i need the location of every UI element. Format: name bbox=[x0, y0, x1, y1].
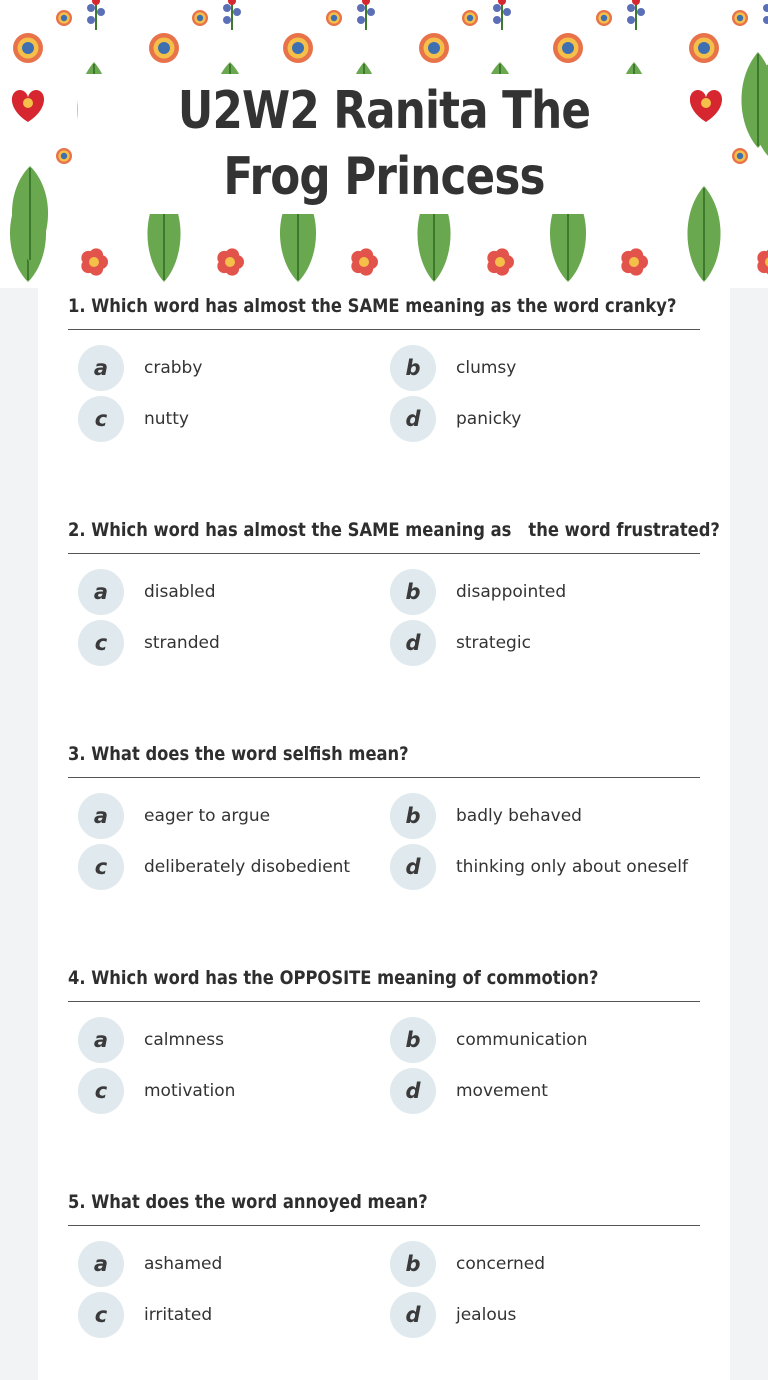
question-text: 2. Which word has almost the SAME meaning as the word frustrated? bbox=[68, 519, 720, 541]
question-text: 3. What does the word selfish mean? bbox=[68, 743, 409, 765]
option-letter-badge[interactable]: a bbox=[78, 569, 124, 615]
option-text[interactable]: strategic bbox=[456, 633, 531, 653]
option-text[interactable]: jealous bbox=[456, 1305, 517, 1325]
option-letter-badge[interactable]: a bbox=[78, 1017, 124, 1063]
option-letter-badge[interactable]: b bbox=[390, 569, 436, 615]
option-d[interactable] bbox=[390, 1292, 700, 1338]
option-letter-badge[interactable]: a bbox=[78, 1241, 124, 1287]
question-1 bbox=[68, 288, 700, 440]
mandala-icon bbox=[149, 33, 179, 63]
option-c[interactable] bbox=[78, 1068, 388, 1114]
question-5 bbox=[68, 1184, 700, 1336]
option-text[interactable]: irritated bbox=[144, 1305, 213, 1325]
option-letter-badge[interactable]: d bbox=[390, 1292, 436, 1338]
option-d[interactable] bbox=[390, 620, 700, 666]
berry-sprig-icon bbox=[493, 0, 511, 30]
option-b[interactable] bbox=[390, 569, 700, 615]
options bbox=[68, 778, 700, 888]
option-d[interactable] bbox=[390, 396, 700, 442]
mandala-icon bbox=[419, 33, 449, 63]
options bbox=[68, 1226, 700, 1336]
option-b[interactable] bbox=[390, 345, 700, 391]
question-2 bbox=[68, 512, 720, 664]
options bbox=[68, 1002, 700, 1112]
option-text[interactable]: concerned bbox=[456, 1254, 546, 1274]
mandala-icon bbox=[689, 33, 719, 63]
option-b[interactable] bbox=[390, 793, 700, 839]
options bbox=[68, 330, 700, 440]
option-letter-badge[interactable]: d bbox=[390, 620, 436, 666]
option-text[interactable]: disabled bbox=[144, 582, 216, 602]
option-text[interactable]: ashamed bbox=[144, 1254, 223, 1274]
heart-icon bbox=[12, 90, 44, 122]
option-letter-badge[interactable]: d bbox=[390, 396, 436, 442]
option-b[interactable] bbox=[390, 1017, 700, 1063]
option-letter-badge[interactable]: b bbox=[390, 1241, 436, 1287]
berry-sprig-icon bbox=[627, 0, 645, 30]
option-c[interactable] bbox=[78, 396, 388, 442]
option-text[interactable]: panicky bbox=[456, 409, 522, 429]
option-letter-badge[interactable]: d bbox=[390, 844, 436, 890]
option-letter-badge[interactable]: c bbox=[78, 620, 124, 666]
option-letter-badge[interactable]: d bbox=[390, 1068, 436, 1114]
option-d[interactable] bbox=[390, 844, 700, 890]
option-letter-badge[interactable]: b bbox=[390, 793, 436, 839]
option-text[interactable]: calmness bbox=[144, 1030, 224, 1050]
option-c[interactable] bbox=[78, 1292, 388, 1338]
option-a[interactable] bbox=[78, 345, 388, 391]
option-c[interactable] bbox=[78, 620, 388, 666]
mandala-icon bbox=[192, 10, 208, 26]
flower-icon bbox=[217, 248, 244, 275]
option-a[interactable] bbox=[78, 1017, 388, 1063]
option-text[interactable]: eager to argue bbox=[144, 806, 271, 826]
option-a[interactable] bbox=[78, 569, 388, 615]
berry-sprig-icon bbox=[763, 0, 768, 30]
options bbox=[68, 554, 700, 664]
heart-icon bbox=[690, 90, 722, 122]
option-text[interactable]: badly behaved bbox=[456, 806, 582, 826]
option-letter-badge[interactable]: a bbox=[78, 345, 124, 391]
title-box bbox=[78, 74, 690, 214]
flower-icon bbox=[757, 248, 768, 275]
mandala-icon bbox=[462, 10, 478, 26]
flower-icon bbox=[81, 248, 108, 275]
option-text[interactable]: movement bbox=[456, 1081, 548, 1101]
mandala-icon bbox=[732, 10, 748, 26]
mandala-icon bbox=[732, 148, 748, 164]
option-text[interactable]: stranded bbox=[144, 633, 220, 653]
option-a[interactable] bbox=[78, 793, 388, 839]
mandala-icon bbox=[326, 10, 342, 26]
option-letter-badge[interactable]: c bbox=[78, 1292, 124, 1338]
header-banner bbox=[0, 0, 768, 288]
berry-sprig-icon bbox=[223, 0, 241, 30]
mandala-icon bbox=[56, 10, 72, 26]
question-3 bbox=[68, 736, 700, 888]
mandala-icon bbox=[283, 33, 313, 63]
option-text[interactable]: motivation bbox=[144, 1081, 236, 1101]
question-text: 5. What does the word annoyed mean? bbox=[68, 1191, 428, 1213]
option-a[interactable] bbox=[78, 1241, 388, 1287]
mandala-icon bbox=[56, 148, 72, 164]
question-text: 4. Which word has the OPPOSITE meaning of commotion? bbox=[68, 967, 599, 989]
option-letter-badge[interactable]: a bbox=[78, 793, 124, 839]
option-letter-badge[interactable]: b bbox=[390, 1017, 436, 1063]
question-text: 1. Which word has almost the SAME meaning as the word cranky? bbox=[68, 295, 677, 317]
mandala-icon bbox=[553, 33, 583, 63]
option-d[interactable] bbox=[390, 1068, 700, 1114]
option-b[interactable] bbox=[390, 1241, 700, 1287]
option-text[interactable]: clumsy bbox=[456, 358, 517, 378]
question-4 bbox=[68, 960, 700, 1112]
worksheet bbox=[38, 288, 730, 1380]
mandala-icon bbox=[596, 10, 612, 26]
option-text[interactable]: crabby bbox=[144, 358, 203, 378]
option-letter-badge[interactable]: c bbox=[78, 844, 124, 890]
option-letter-badge[interactable]: c bbox=[78, 1068, 124, 1114]
mandala-icon bbox=[13, 33, 43, 63]
option-text[interactable]: thinking only about oneself bbox=[456, 857, 688, 877]
option-letter-badge[interactable]: c bbox=[78, 396, 124, 442]
flower-icon bbox=[621, 248, 648, 275]
flower-icon bbox=[487, 248, 514, 275]
page-title: U2W2 Ranita The Frog Princess bbox=[177, 81, 591, 207]
option-c[interactable] bbox=[78, 844, 388, 890]
leaf-icon bbox=[741, 52, 768, 148]
flower-icon bbox=[351, 248, 378, 275]
option-text[interactable]: communication bbox=[456, 1030, 588, 1050]
option-letter-badge[interactable]: b bbox=[390, 345, 436, 391]
berry-sprig-icon bbox=[87, 0, 105, 30]
option-text[interactable]: nutty bbox=[144, 409, 189, 429]
berry-sprig-icon bbox=[357, 0, 375, 30]
option-text[interactable]: disappointed bbox=[456, 582, 567, 602]
leaf-icon bbox=[687, 186, 720, 282]
option-text[interactable]: deliberately disobedient bbox=[144, 857, 351, 877]
